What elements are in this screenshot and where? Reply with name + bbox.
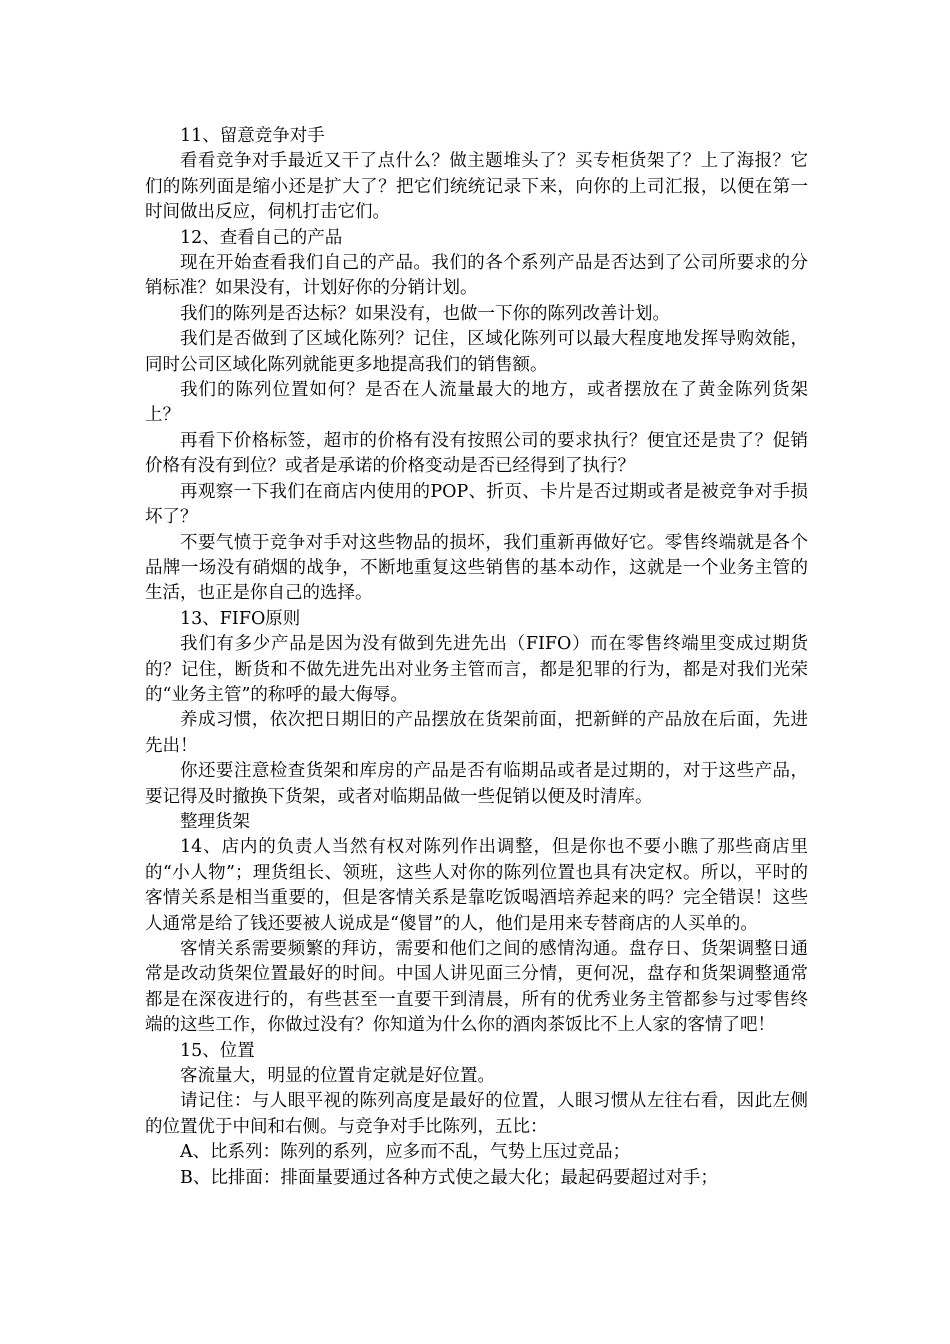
paragraph: 不要气愤于竞争对手对这些物品的损坏，我们重新再做好它。零售终端就是各个品牌一场没有硝烟的战争，不断地重复这些销售的基本动作，这就是一个业务主管的生活，也正是你自己的选择。 xyxy=(145,532,808,604)
document-body xyxy=(145,124,808,1191)
paragraph: 看看竞争对手最近又干了点什么？做主题堆头了？买专柜货架了？上了海报？它们的陈列面是缩小还是扩大了？把它们统统记录下来，向你的上司汇报，以便在第一时间做出反应，伺机打击它们。 xyxy=(145,151,808,223)
list-item: A、比系列：陈列的系列，应多而不乱，气势上压过竞品； xyxy=(180,1142,631,1163)
paragraph: 客情关系需要频繁的拜访，需要和他们之间的感情沟通。盘存日、货架调整日通常是改动货架位置最好的时间。中国人讲见面三分情，更何况，盘存和货架调整通常都是在深夜进行的，有些甚至一直要干到清晨，所有的优秀业务主管都参与过零售终端的这些工作，你做过没有？你知道为什么你的酒肉茶饭比不上人家的客情了吧！ xyxy=(145,939,808,1036)
section-heading: 13、FIFO原则 xyxy=(180,608,301,629)
paragraph: 14、店内的负责人当然有权对陈列作出调整，但是你也不要小瞧了那些商店里的“小人物”；理货组长、领班，这些人对你的陈列位置也具有决定权。所以，平时的客情关系是相当重要的，但是客情关系是靠吃饭喝酒培养起来的吗？完全错误！这些人通常是给了钱还要被人说成是“傻冒”的人，他们是用来专替商店的人买单的。 xyxy=(145,837,808,934)
paragraph: 现在开始查看我们自己的产品。我们的各个系列产品是否达到了公司所要求的分销标准？如果没有，计划好你的分销计划。 xyxy=(145,253,808,299)
paragraph: 我们有多少产品是因为没有做到先进先出（FIFO）而在零售终端里变成过期货的？记住，断货和不做先进先出对业务主管而言，都是犯罪的行为，都是对我们光荣的“业务主管”的称呼的最大侮辱。 xyxy=(145,634,808,705)
paragraph: 我们的陈列是否达标？如果没有，也做一下你的陈列改善计划。 xyxy=(180,303,670,324)
section-heading: 11、留意竞争对手 xyxy=(180,126,325,146)
list-item: B、比排面：排面量要通过各种方式使之最大化；最起码要超过对手； xyxy=(180,1167,718,1188)
section-heading: 整理货架 xyxy=(180,811,250,832)
paragraph: 你还要注意检查货架和库房的产品是否有临期品或者是过期的，对于这些产品，要记得及时撤换下货架，或者对临期品做一些促销以便及时清库。 xyxy=(145,761,808,807)
paragraph: 我们的陈列位置如何？是否在人流量最大的地方，或者摆放在了黄金陈列货架上？ xyxy=(145,380,808,426)
paragraph: 再看下价格标签，超市的价格有没有按照公司的要求执行？便宜还是贵了？促销价格有没有到位？或者是承诺的价格变动是否已经得到了执行？ xyxy=(145,430,808,477)
paragraph: 客流量大，明显的位置肯定就是好位置。 xyxy=(180,1066,495,1087)
paragraph: 请记住：与人眼平视的陈列高度是最好的位置，人眼习惯从左往右看，因此左侧的位置优于中间和右侧。与竞争对手比陈列，五比： xyxy=(145,1091,808,1137)
paragraph: 养成习惯，依次把日期旧的产品摆放在货架前面，把新鲜的产品放在后面，先进先出！ xyxy=(145,710,808,756)
section-heading: 15、位置 xyxy=(180,1040,255,1061)
section-heading: 12、查看自己的产品 xyxy=(180,227,343,248)
paragraph: 我们是否做到了区域化陈列？记住，区域化陈列可以最大程度地发挥导购效能，同时公司区域化陈列就能更多地提高我们的销售额。 xyxy=(145,329,808,375)
paragraph: 再观察一下我们在商店内使用的POP、折页、卡片是否过期或者是被竞争对手损坏了？ xyxy=(145,481,808,528)
